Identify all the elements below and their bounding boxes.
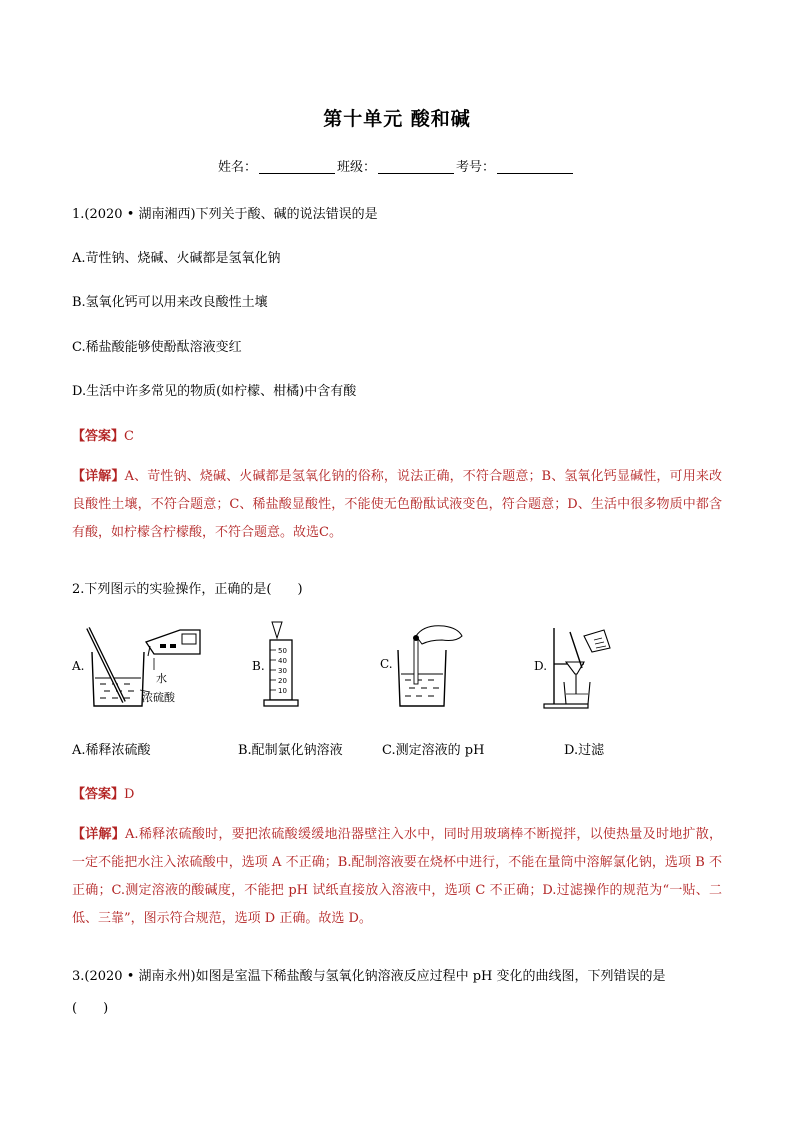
q2-answer-value: D <box>124 787 135 802</box>
ph-paper <box>414 638 418 684</box>
pouring-bottle <box>146 630 200 656</box>
caption-d: D.过滤 <box>564 743 605 758</box>
beaker-outline <box>398 650 446 706</box>
tick-10: 10 <box>278 687 287 695</box>
number-blank[interactable] <box>497 159 573 174</box>
acid-label: 浓硫酸 <box>142 691 175 704</box>
figure-b-letter: B. <box>252 659 265 673</box>
q1-detail-tag: 【详解】 <box>72 469 125 484</box>
caption-c: C.测定溶液的 pH <box>382 743 485 758</box>
tick-20: 20 <box>278 677 287 685</box>
q2-answer <box>72 783 134 802</box>
q2-stem: 2.下列图示的实验操作，正确的是( ) <box>72 582 303 597</box>
q3-stem: 3.(2020 • 湖南永州)如图是室温下稀盐酸与氢氧化钠溶液反应过程中 pH 变化的曲线图，下列错误的是 <box>72 969 666 984</box>
name-label: 姓名： <box>218 160 258 175</box>
q1-answer-tag: 【答案】 <box>72 429 125 444</box>
water-label: 水 <box>156 672 167 685</box>
q1-option-d: D.生活中许多常见的物质(如柠檬、柑橘)中含有酸 <box>72 384 357 399</box>
cylinder-base <box>264 700 298 706</box>
q2-detail-tag: 【详解】 <box>72 827 126 842</box>
pouring-beaker <box>584 630 610 652</box>
class-blank[interactable] <box>378 159 454 174</box>
tick-30: 30 <box>278 667 287 675</box>
tick-40: 40 <box>278 657 287 665</box>
weighing-paper <box>272 622 282 638</box>
q1-stem: 1.(2020 • 湖南湘西)下列关于酸、碱的说法错误的是 <box>72 207 378 222</box>
figure-a-letter: A. <box>72 659 85 673</box>
figure-a-diluting-acid <box>70 622 230 710</box>
figure-c-letter: C. <box>380 657 393 671</box>
liquid-hatching <box>405 680 439 696</box>
figure-b-measuring-cylinder <box>250 620 310 712</box>
q1-detail-text: A、苛性钠、烧碱、火碱都是氢氧化钠的俗称，说法正确，不符合题意；B、氢氧化钙显碱性，可用来改良酸性土壤，不符合题意；C、稀盐酸显酸性，不能使无色酚酞试液变色，符合题意；D、生活中很多物质中都含有酸，如柠檬含柠檬酸，不符合题意。故选C。 <box>72 469 722 540</box>
q2-detail <box>72 821 722 933</box>
receiving-beaker <box>564 682 590 704</box>
name-blank[interactable] <box>259 159 335 174</box>
figure-d-letter: D. <box>534 659 548 673</box>
number-label: 考号： <box>456 160 496 175</box>
figure-c-measuring-ph <box>378 622 468 710</box>
class-label: 班级： <box>337 160 377 175</box>
q1-answer <box>72 425 134 444</box>
caption-b: B.配制氯化钠溶液 <box>238 743 343 758</box>
q1-option-a: A.苛性钠、烧碱、火碱都是氢氧化钠 <box>72 251 281 266</box>
q1-option-c: C.稀盐酸能够使酚酞溶液变红 <box>72 340 242 355</box>
student-info-line <box>218 156 575 175</box>
hand-holding-paper <box>416 626 462 644</box>
q1-option-b: B.氢氧化钙可以用来改良酸性土壤 <box>72 295 268 310</box>
q2-answer-tag: 【答案】 <box>72 787 125 802</box>
page-title: 第十单元 酸和碱 <box>323 108 471 130</box>
q3-stem-cont: ( ) <box>72 1001 109 1016</box>
tick-50: 50 <box>278 647 287 655</box>
q1-answer-value: C <box>124 429 134 444</box>
iron-stand-base <box>544 704 588 708</box>
figure-d-filtration <box>532 622 622 710</box>
caption-a: A.稀释浓硫酸 <box>72 743 151 758</box>
q2-detail-text: A.稀释浓硫酸时，要把浓硫酸缓缓地沿器壁注入水中，同时用玻璃棒不断搅拌，以使热量及时地扩散，一定不能把水注入浓硫酸中，选项 A 不正确；B.配制溶液要在烧杯中进行，不能在量筒中溶解氯化钠，选项 B 不正确；C.测定溶液的酸碱度，不能把 pH 试纸直接放入溶液中，选项 C 不正确；D.过滤操作的规范为“一贴、二低、三靠”，图示符合规范，选项 D 正确。故选 D。 <box>72 827 722 926</box>
q1-detail <box>72 463 722 547</box>
